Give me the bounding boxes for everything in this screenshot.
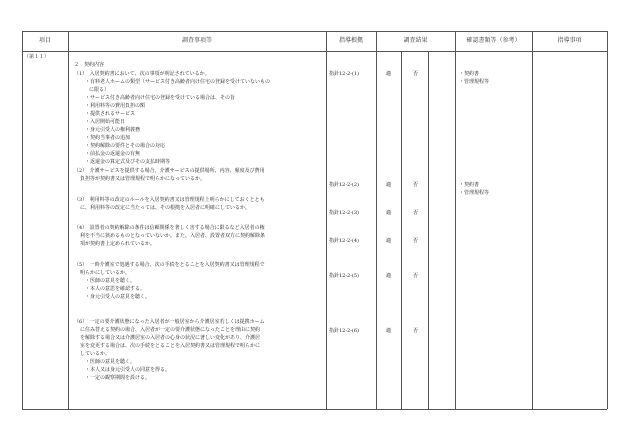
result-sep-2 (428, 51, 429, 409)
result-no[interactable]: 否 (413, 210, 419, 216)
content-line: ・前払金の返還金の有無 (85, 151, 141, 157)
col-border-6 (607, 31, 608, 409)
content-line: ・医師の意見を聴く。 (85, 278, 135, 284)
header-item: 項目 (38, 37, 51, 44)
content-line: （1） 入居契約書において、次の事項が明記されているか。 (74, 71, 210, 77)
result-no[interactable]: 否 (413, 71, 419, 77)
result-sep-1 (401, 51, 402, 409)
col-border-1 (68, 31, 69, 409)
table-bottom-border (22, 409, 607, 410)
content-line: に住み替える契約の場合、入居者が一定の要介護状態になったことを理由に契約 (80, 327, 261, 333)
content-line: ・一定の観察期間を設ける。 (85, 375, 151, 381)
content-line: ・身元引受人の意見を聴く。 (85, 294, 150, 300)
result-no[interactable]: 否 (413, 182, 419, 188)
result-yes[interactable]: 適 (386, 210, 392, 216)
content-line: ・返還金の算定式及びその支払時期等 (85, 159, 171, 165)
section-label: （第１１） (24, 54, 50, 60)
doc-ref: ・管理規程等 (459, 190, 490, 196)
content-line: （2） 介護サービスを提供する場合、介護サービスの提供場所、内容、頻度及び費用 (74, 168, 265, 174)
content-line: ・サービス付き高齢者向け住宅の登録を受けている場合は、その旨 (85, 95, 236, 101)
content-line: ・本人又は身元引受人の同意を得る。 (85, 367, 171, 373)
col-border-4 (455, 31, 456, 409)
header-bottom-border (22, 51, 607, 52)
content-line: を解除する場合又は介護居室の入居者の心身の状況に著しい変化があり、介護居 (80, 335, 261, 341)
content-line: ・有料老人ホームの類型（サービス付き高齢者向け住宅の登録を受けていないもの (85, 79, 271, 85)
doc-ref: ・契約書 (459, 182, 480, 188)
col-border-5 (532, 31, 533, 409)
result-yes[interactable]: 適 (386, 182, 392, 188)
content-line: （4） 設置者の契約解除の条件は信頼関係を著しく害する場合に限るなど入居者の権 (74, 225, 265, 231)
result-no[interactable]: 否 (413, 328, 419, 334)
result-no[interactable]: 否 (413, 273, 419, 279)
content-line: ・本人の意思を確認する。 (85, 286, 146, 292)
result-no[interactable]: 否 (413, 238, 419, 244)
result-yes[interactable]: 適 (386, 238, 392, 244)
content-line: ・利用料等の費用負担の額 (85, 103, 146, 109)
basis-ref: 指針12-2-(2) (329, 182, 360, 188)
header-docs: 確認書類等（参考） (466, 37, 521, 44)
col-border-2 (326, 31, 327, 409)
basis-ref: 指針12-2-(6) (329, 328, 360, 334)
content-line: 明らかにしているか。 (80, 270, 131, 276)
result-yes[interactable]: 適 (386, 273, 392, 279)
basis-ref: 指針12-2-(4) (329, 238, 360, 244)
topic-heading: ２ 契約内容 (74, 62, 105, 68)
basis-ref: 指針12-2-(3) (329, 210, 360, 216)
col-border-3 (376, 31, 377, 409)
doc-ref: ・契約書 (459, 71, 480, 77)
content-line: ・入居開始可能日 (85, 119, 126, 125)
result-yes[interactable]: 適 (386, 71, 392, 77)
basis-ref: 指針12-2-(5) (329, 273, 360, 279)
content-line: （5） 一時介護室で処遇する場合、次の手続をとることを入居契約書又は管理規程で (74, 262, 265, 268)
content-line: ・身元引受人の権利義務 (85, 127, 141, 133)
content-line: ・契約解除の要件とその場合の対応 (85, 143, 166, 149)
content-line: に、利用料等の改定に当たっては、その根拠を入居者に明確にしているか。 (80, 205, 251, 211)
header-notes: 指導事項 (557, 37, 582, 44)
content-line: 項が契約書上定められているか。 (80, 241, 156, 247)
content-line: （6） 一定の要介護状態になった入居者が一般居室から介護居室若しくは提携ホーム (74, 319, 265, 325)
doc-ref: ・管理規程等 (459, 79, 490, 85)
basis-ref: 指針12-2-(1) (329, 71, 360, 77)
content-line: ・医師の意見を聴く。 (85, 359, 135, 365)
content-line: しているか。 (80, 351, 111, 357)
header-result: 調査結果 (403, 37, 428, 44)
content-line: ・提供されるサービス (85, 111, 136, 117)
content-line: （3） 利用料等の改定のルールを入居契約書又は管理規程上明らかにしておくととも (74, 197, 265, 203)
result-yes[interactable]: 適 (386, 328, 392, 334)
content-line: ・契約当事者の追加 (85, 135, 131, 141)
table-top-border (22, 31, 607, 32)
col-border-0 (22, 31, 23, 409)
content-line: 室を変更する場合は、次の手続をとることを入居契約書又は管理規程で明らかに (80, 343, 261, 349)
header-matters: 調査事項等 (181, 37, 212, 44)
content-line: 利を不当に狭めるものとなっていないか。また、入居者、設置者双方に契約解除条 (80, 233, 266, 239)
content-line: に限る） (89, 87, 110, 93)
content-line: 負担等が契約書又は管理規程で明らかになっているか。 (80, 176, 206, 182)
header-basis: 指導根拠 (338, 37, 363, 44)
